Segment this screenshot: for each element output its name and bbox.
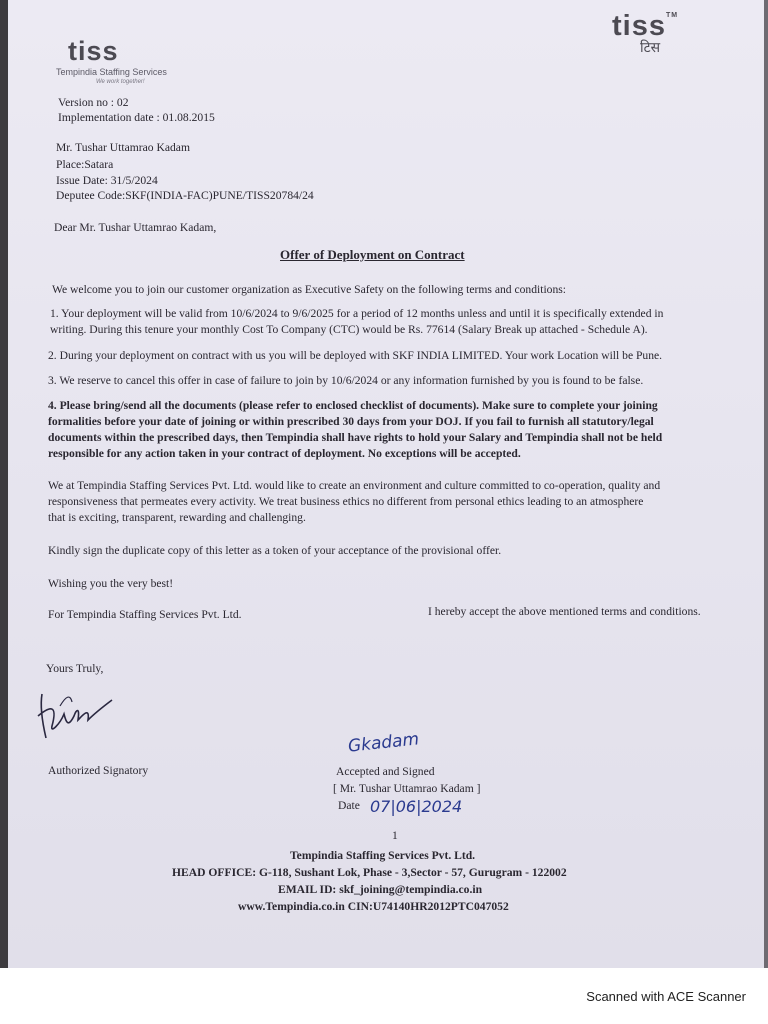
- recipient-name: Mr. Tushar Uttamrao Kadam: [56, 141, 190, 154]
- term-2: 2. During your deployment on contract with us you will be deployed with SKF INDIA LIMITED. Your work Location will be Pune.: [48, 349, 663, 362]
- tiss-logo-right: [612, 12, 702, 58]
- yours-truly: Yours Truly,: [46, 662, 104, 675]
- accepted-and-signed: Accepted and Signed: [336, 765, 435, 778]
- culture-line-1: We at Tempindia Staffing Services Pvt. Ltd. would like to create an environment and culture committed to co-operation, quality and: [48, 479, 661, 492]
- letter-title: Offer of Deployment on Contract: [280, 247, 465, 262]
- term-4-line-3: documents within the prescribed days, then Tempindia shall have rights to hold your Salary and Tempindia shall not be held: [48, 431, 663, 444]
- logo-right-hindi: टिस: [640, 40, 661, 56]
- footer-head-office: HEAD OFFICE: G-118, Sushant Lok, Phase - 3,Sector - 57, Gurugram - 122002: [172, 866, 567, 879]
- term-4-line-2: formalities before your date of joining or within prescribed 30 days from your DOJ. If you fail to furnish all statutory/legal: [48, 415, 654, 428]
- term-4-line-1: 4. Please bring/send all the documents (please refer to enclosed checklist of documents). Make sure to complete your joining: [48, 399, 658, 412]
- date-label: Date: [338, 799, 360, 812]
- scan-edge: [764, 0, 768, 968]
- scanner-watermark: Scanned with ACE Scanner: [586, 989, 746, 1004]
- culture-line-3: that is exciting, transparent, rewarding and challenging.: [48, 511, 306, 524]
- footer-web: www.Tempindia.co.in CIN:U74140HR2012PTC047052: [238, 900, 509, 913]
- version-no: Version no : 02: [58, 96, 129, 109]
- logo-right-tm: TM: [665, 12, 679, 19]
- accepted-name: [ Mr. Tushar Uttamrao Kadam ]: [333, 782, 481, 795]
- authorized-signatory: Authorized Signatory: [48, 764, 149, 777]
- candidate-signature: Gkadam: [347, 729, 421, 757]
- logo-left-tag: We work together!: [96, 79, 145, 86]
- footer-email: EMAIL ID: skf_joining@tempindia.co.in: [278, 883, 483, 896]
- authorized-signature-image: [30, 676, 120, 746]
- sign-request: Kindly sign the duplicate copy of this letter as a token of your acceptance of the provisional offer.: [48, 544, 502, 557]
- tiss-logo-left: [56, 38, 186, 86]
- deputee-code: Deputee Code:SKF(INDIA-FAC)PUNE/TISS20784/24: [56, 189, 314, 202]
- logo-left-name: Tempindia Staffing Services: [56, 67, 167, 77]
- page-number: 1: [392, 829, 398, 842]
- signed-date: 07|06|2024: [370, 797, 463, 816]
- term-3: 3. We reserve to cancel this offer in case of failure to join by 10/6/2024 or any information furnished by you is found to be false.: [48, 374, 644, 387]
- issue-date: Issue Date: 31/5/2024: [56, 174, 158, 187]
- recipient-place: Place:Satara: [56, 158, 114, 171]
- logo-right-mark: tiss: [612, 10, 666, 42]
- logo-left-mark: tiss: [68, 36, 119, 66]
- term-1-line-1: 1. Your deployment will be valid from 10/6/2024 to 9/6/2025 for a period of 12 months unless and until it is specifically extended in: [50, 307, 664, 320]
- term-4-line-4: responsible for any action taken in your contract of deployment. No exceptions will be accepted.: [48, 447, 521, 460]
- culture-line-2: responsiveness that permeates every activity. We treat business ethics no different from personal ethics leading to an atmosphere: [48, 495, 644, 508]
- intro-paragraph: We welcome you to join our customer organization as Executive Safety on the following terms and conditions:: [52, 283, 567, 296]
- salutation: Dear Mr. Tushar Uttamrao Kadam,: [54, 221, 217, 234]
- implementation-date: Implementation date : 01.08.2015: [58, 111, 215, 124]
- letter-page: [8, 0, 764, 968]
- acceptance-statement: I hereby accept the above mentioned terms and conditions.: [428, 605, 701, 618]
- footer-company: Tempindia Staffing Services Pvt. Ltd.: [290, 849, 476, 862]
- term-1-line-2: writing. During this tenure your monthly Cost To Company (CTC) would be Rs. 77614 (Salary Break up attached - Schedule A).: [50, 323, 648, 336]
- for-company: For Tempindia Staffing Services Pvt. Ltd.: [48, 608, 242, 621]
- wishes: Wishing you the very best!: [48, 577, 174, 590]
